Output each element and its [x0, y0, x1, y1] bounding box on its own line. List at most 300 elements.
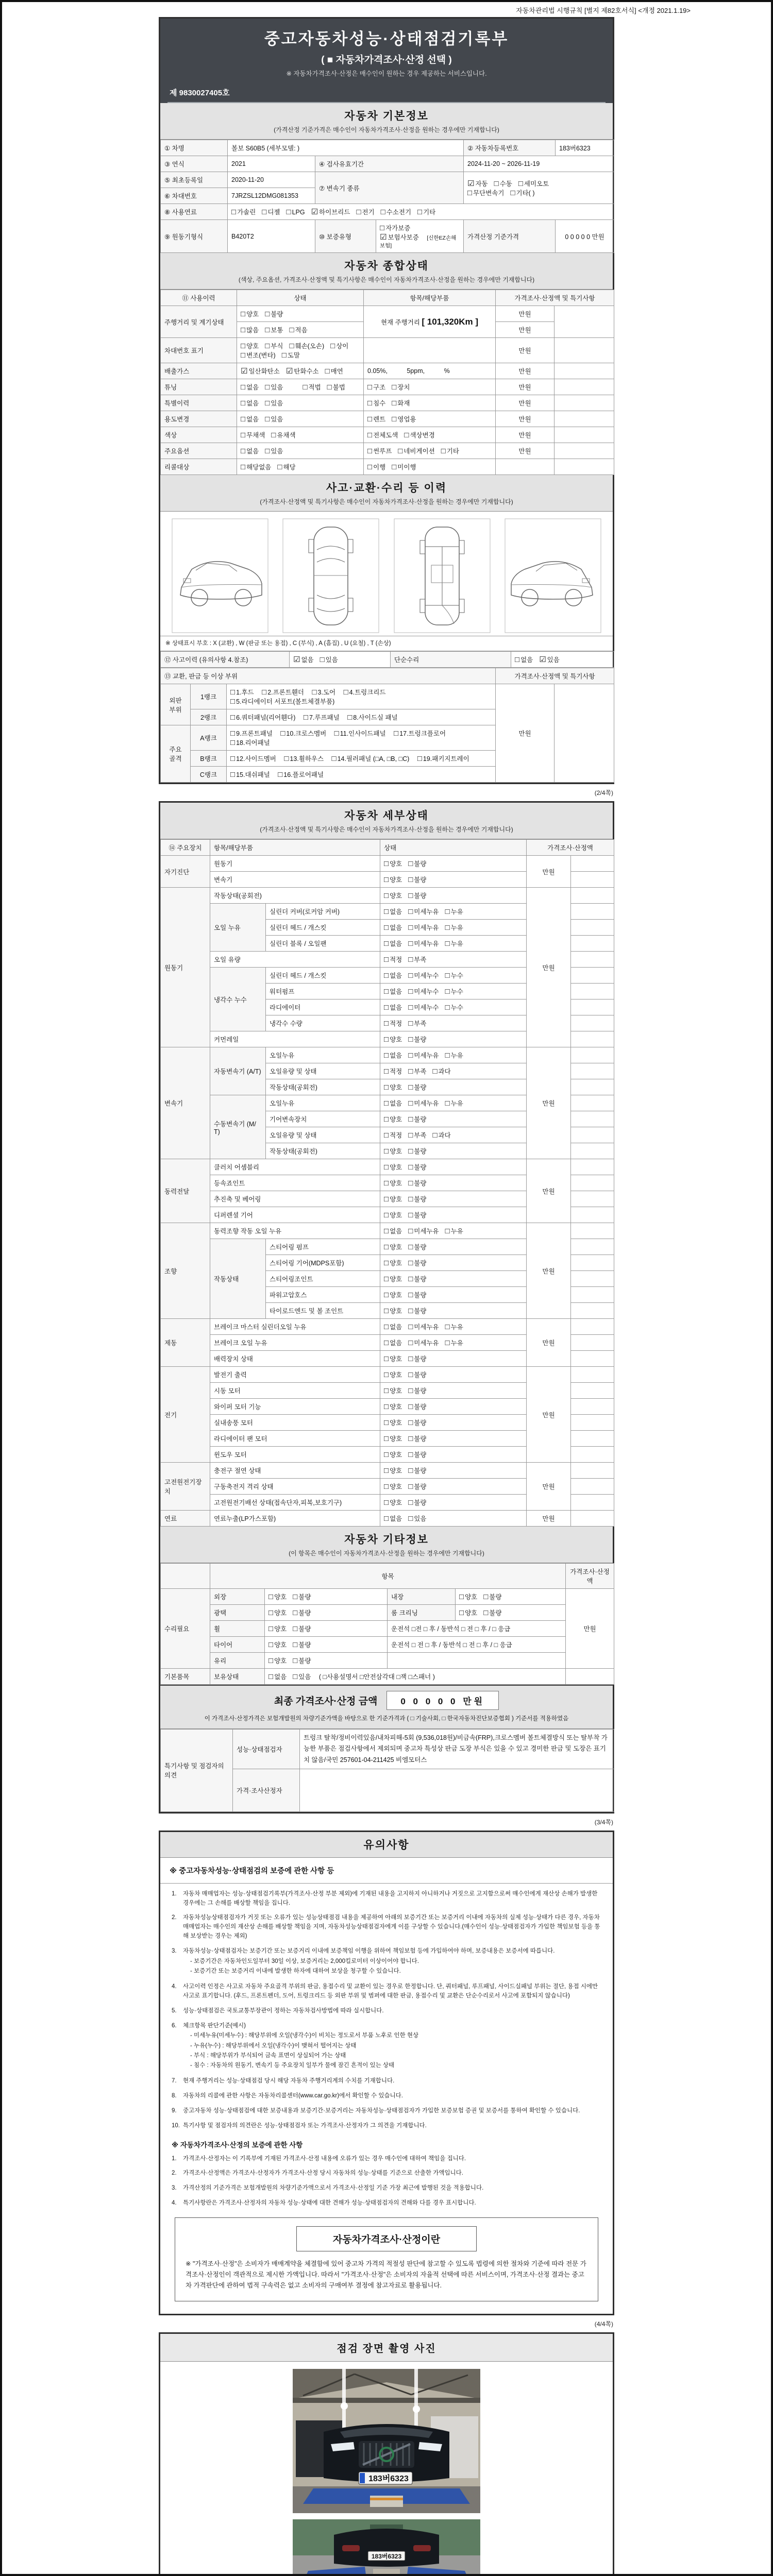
checkbox-icon[interactable]: □ — [384, 955, 389, 964]
checkbox-icon[interactable]: □ — [384, 1338, 389, 1347]
checkbox-transmission[interactable] — [494, 179, 512, 188]
checkbox-detail-state[interactable] — [432, 1066, 450, 1076]
checkbox-detail-state[interactable] — [408, 1082, 426, 1092]
checkbox-icon[interactable]: □ — [445, 923, 450, 932]
checkbox-icon[interactable]: □ — [408, 1434, 413, 1443]
checkbox-detail-state[interactable] — [384, 1066, 402, 1076]
checkbox-detail-state[interactable] — [408, 1130, 426, 1140]
checkbox-icon[interactable]: ☑ — [539, 655, 546, 664]
checkbox-icon[interactable]: □ — [467, 188, 473, 197]
checkbox-detail-state[interactable] — [408, 1114, 426, 1124]
checkbox-icon[interactable]: □ — [268, 1640, 274, 1649]
checkbox-icon[interactable]: □ — [271, 431, 276, 439]
checkbox-detail-state[interactable] — [384, 1003, 402, 1012]
checkbox-icon[interactable]: □ — [384, 1498, 389, 1507]
checkbox-repair[interactable] — [293, 1592, 311, 1601]
checkbox-mileage-level[interactable] — [265, 325, 283, 334]
checkbox-item[interactable] — [392, 382, 410, 392]
checkbox-icon[interactable]: □ — [384, 923, 389, 932]
checkbox-icon[interactable]: □ — [408, 987, 413, 996]
checkbox-icon[interactable]: □ — [445, 1051, 450, 1060]
checkbox-icon[interactable]: □ — [262, 208, 267, 216]
checkbox-icon[interactable]: □ — [384, 1307, 389, 1315]
checkbox-repair[interactable] — [293, 1640, 311, 1649]
checkbox-state[interactable] — [303, 382, 321, 392]
checkbox-detail-state[interactable] — [408, 1242, 426, 1251]
checkbox-repair[interactable] — [293, 1656, 311, 1665]
checkbox-icon[interactable]: □ — [384, 1227, 389, 1235]
checkbox-mileage-level[interactable] — [289, 325, 307, 334]
checkbox-detail-state[interactable] — [408, 1466, 426, 1475]
checkbox-icon[interactable]: □ — [367, 447, 373, 455]
checkbox-detail-state[interactable] — [408, 1450, 426, 1459]
checkbox-icon[interactable]: □ — [408, 1498, 413, 1507]
checkbox-fuel[interactable] — [262, 207, 280, 216]
checkbox-icon[interactable]: □ — [445, 1227, 450, 1235]
checkbox-detail-state[interactable] — [408, 1035, 426, 1044]
checkbox-detail-state[interactable] — [384, 1354, 402, 1363]
checkbox-detail-state[interactable] — [408, 1194, 426, 1204]
checkbox-part[interactable]: □ 8.사이드실 패널 — [347, 713, 398, 722]
checkbox-state[interactable] — [241, 350, 276, 360]
checkbox-part[interactable]: □ 14.필러패널 (□A, □B, □C) — [331, 754, 410, 763]
checkbox-detail-state[interactable] — [384, 1242, 402, 1251]
checkbox-detail-state[interactable] — [384, 1418, 402, 1427]
checkbox-icon[interactable]: □ — [408, 955, 413, 964]
checkbox-icon[interactable]: □ — [367, 415, 373, 423]
checkbox-icon[interactable]: □ — [392, 383, 397, 392]
checkbox-icon[interactable]: □ — [408, 1083, 413, 1092]
checkbox-icon[interactable]: □ — [445, 939, 450, 948]
checkbox-icon[interactable]: □ — [445, 1323, 450, 1331]
checkbox-detail-state[interactable] — [408, 1370, 426, 1379]
checkbox-repair[interactable] — [268, 1592, 287, 1601]
checkbox-icon[interactable]: □ — [392, 415, 397, 423]
checkbox-detail-state[interactable] — [408, 987, 439, 996]
checkbox-icon[interactable]: □ — [384, 1402, 389, 1411]
checkbox-icon[interactable]: □ — [384, 1370, 389, 1379]
checkbox-repair[interactable] — [459, 1592, 477, 1601]
checkbox-repair[interactable] — [293, 1608, 311, 1617]
checkbox-detail-state[interactable] — [384, 1466, 402, 1475]
checkbox-mileage-state[interactable] — [265, 309, 283, 318]
checkbox-detail-state[interactable] — [384, 1050, 402, 1060]
checkbox-detail-state[interactable] — [408, 1482, 426, 1491]
checkbox-icon[interactable]: □ — [241, 447, 246, 455]
checkbox-icon[interactable]: □ — [384, 1259, 389, 1267]
checkbox-detail-state[interactable] — [384, 1194, 402, 1204]
checkbox-detail-state[interactable] — [408, 1003, 439, 1012]
checkbox-icon[interactable]: ☑ — [380, 233, 387, 242]
checkbox-icon[interactable]: □ — [265, 415, 270, 423]
checkbox-icon[interactable]: □ — [384, 1514, 389, 1523]
checkbox-icon[interactable]: □ — [398, 447, 403, 455]
checkbox-icon[interactable]: □ — [384, 1003, 389, 1012]
checkbox-detail-state[interactable] — [408, 1386, 426, 1395]
checkbox-icon[interactable]: □ — [518, 179, 523, 188]
checkbox-icon[interactable]: □ — [384, 875, 389, 884]
checkbox-detail-state[interactable] — [384, 907, 402, 916]
checkbox-icon[interactable]: □ — [445, 1338, 450, 1347]
checkbox-state[interactable] — [241, 398, 259, 408]
checkbox-detail-state[interactable] — [384, 955, 402, 964]
checkbox-item[interactable] — [398, 446, 434, 455]
checkbox-icon[interactable]: □ — [408, 1482, 413, 1491]
checkbox-detail-state[interactable] — [408, 859, 426, 868]
checkbox-icon[interactable]: □ — [268, 1672, 274, 1681]
checkbox-state[interactable] — [241, 382, 259, 392]
checkbox-item[interactable] — [367, 398, 385, 408]
checkbox-repair[interactable] — [459, 1608, 477, 1617]
checkbox-icon[interactable]: □ — [330, 342, 335, 350]
checkbox-icon[interactable]: □ — [268, 1592, 274, 1601]
checkbox-detail-state[interactable] — [384, 1338, 402, 1347]
checkbox-detail-state[interactable] — [408, 1019, 426, 1028]
checkbox-icon[interactable]: □ — [293, 1672, 298, 1681]
checkbox-detail-state[interactable] — [408, 1322, 439, 1331]
checkbox-state[interactable] — [277, 462, 295, 471]
checkbox-icon[interactable]: □ — [404, 431, 409, 439]
checkbox-icon[interactable]: □ — [265, 342, 270, 350]
checkbox-repair[interactable] — [268, 1624, 287, 1633]
checkbox-detail-state[interactable] — [384, 1498, 402, 1507]
checkbox-icon[interactable]: ☑ — [467, 179, 475, 188]
checkbox-icon[interactable]: □ — [408, 1291, 413, 1299]
checkbox-accident[interactable] — [320, 655, 338, 664]
checkbox-icon[interactable]: □ — [384, 1083, 389, 1092]
checkbox-icon[interactable]: □ — [408, 1402, 413, 1411]
checkbox-detail-state[interactable] — [445, 987, 463, 996]
checkbox-icon[interactable]: □ — [392, 463, 397, 471]
checkbox-state[interactable] — [265, 398, 283, 408]
checkbox-icon[interactable]: □ — [320, 655, 325, 664]
checkbox-icon[interactable]: □ — [367, 399, 373, 408]
checkbox-detail-state[interactable] — [384, 859, 402, 868]
checkbox-state[interactable] — [271, 430, 295, 439]
checkbox-detail-state[interactable] — [408, 1354, 426, 1363]
checkbox-detail-state[interactable] — [445, 1003, 463, 1012]
checkbox-part[interactable]: □ 5.라디에이터 서포트(볼트체결부품) — [230, 697, 335, 706]
checkbox-icon[interactable]: □ — [241, 399, 246, 408]
checkbox-repair[interactable] — [268, 1608, 287, 1617]
checkbox-icon[interactable]: □ — [445, 907, 450, 916]
checkbox-icon[interactable]: □ — [293, 1592, 298, 1601]
checkbox-icon[interactable]: □ — [384, 859, 389, 868]
checkbox-detail-state[interactable] — [384, 923, 402, 932]
checkbox-detail-state[interactable] — [408, 1226, 439, 1235]
checkbox-simple-repair[interactable] — [515, 655, 533, 664]
checkbox-icon[interactable]: □ — [408, 1035, 413, 1044]
checkbox-icon[interactable]: □ — [483, 1608, 489, 1617]
checkbox-icon[interactable]: □ — [384, 1418, 389, 1427]
checkbox-state[interactable] — [241, 430, 265, 439]
checkbox-icon[interactable]: □ — [384, 1035, 389, 1044]
checkbox-icon[interactable]: □ — [289, 326, 294, 334]
checkbox-detail-state[interactable] — [408, 1210, 426, 1219]
checkbox-icon[interactable]: □ — [367, 431, 373, 439]
checkbox-item[interactable] — [367, 430, 398, 439]
checkbox-icon[interactable]: □ — [445, 1003, 450, 1012]
checkbox-detail-state[interactable] — [384, 1035, 402, 1044]
checkbox-detail-state[interactable] — [408, 1178, 426, 1188]
checkbox-icon[interactable]: □ — [459, 1592, 464, 1601]
checkbox-icon[interactable]: □ — [384, 1019, 389, 1028]
checkbox-icon[interactable]: □ — [325, 367, 330, 376]
checkbox-icon[interactable]: □ — [408, 1131, 413, 1140]
checkbox-detail-state[interactable] — [384, 1482, 402, 1491]
checkbox-detail-state[interactable] — [408, 875, 426, 884]
checkbox-part[interactable]: □ 4.트렁크리드 — [343, 688, 386, 697]
checkbox-detail-state[interactable] — [408, 1498, 426, 1507]
checkbox-icon[interactable]: □ — [408, 1099, 413, 1108]
checkbox-icon[interactable]: ☑ — [311, 208, 318, 216]
checkbox-part[interactable]: □ 17.트렁크플로어 — [394, 729, 446, 738]
checkbox-mileage-level[interactable] — [241, 325, 259, 334]
checkbox-icon[interactable]: ☑ — [241, 367, 248, 376]
checkbox-detail-state[interactable] — [384, 1210, 402, 1219]
checkbox-icon[interactable]: □ — [384, 907, 389, 916]
checkbox-detail-state[interactable] — [408, 1402, 426, 1411]
checkbox-icon[interactable]: □ — [265, 310, 270, 318]
checkbox-icon[interactable]: □ — [241, 342, 246, 350]
checkbox-detail-state[interactable] — [445, 1098, 463, 1108]
checkbox-detail-state[interactable] — [445, 1322, 463, 1331]
checkbox-icon[interactable]: □ — [231, 208, 237, 216]
checkbox-icon[interactable]: ☑ — [285, 367, 293, 376]
checkbox-detail-state[interactable] — [445, 923, 463, 932]
checkbox-part[interactable]: □ 13.휠하우스 — [284, 754, 324, 763]
checkbox-part[interactable]: □ 2.프론트휀더 — [262, 688, 304, 697]
checkbox-detail-state[interactable] — [384, 1226, 402, 1235]
checkbox-detail-state[interactable] — [384, 891, 402, 900]
checkbox-state[interactable] — [282, 350, 300, 360]
checkbox-repair[interactable] — [268, 1640, 287, 1649]
checkbox-icon[interactable]: □ — [510, 188, 515, 197]
checkbox-icon[interactable]: □ — [384, 1354, 389, 1363]
checkbox-icon[interactable]: □ — [408, 891, 413, 900]
checkbox-detail-state[interactable] — [384, 1450, 402, 1459]
checkbox-icon[interactable]: □ — [289, 342, 294, 350]
checkbox-icon[interactable]: □ — [384, 1466, 389, 1475]
checkbox-detail-state[interactable] — [408, 939, 439, 948]
checkbox-icon[interactable]: □ — [268, 1608, 274, 1617]
checkbox-transmission[interactable] — [467, 188, 504, 197]
checkbox-icon[interactable]: □ — [327, 383, 332, 392]
checkbox-icon[interactable]: □ — [384, 1386, 389, 1395]
checkbox-detail-state[interactable] — [384, 1082, 402, 1092]
checkbox-icon[interactable]: □ — [408, 1307, 413, 1315]
checkbox-detail-state[interactable] — [445, 1226, 463, 1235]
checkbox-mileage-state[interactable] — [241, 309, 259, 318]
checkbox-detail-state[interactable] — [384, 1434, 402, 1443]
checkbox-icon[interactable]: □ — [392, 399, 397, 408]
checkbox-detail-state[interactable] — [408, 1050, 439, 1060]
checkbox-detail-state[interactable] — [408, 1306, 426, 1315]
checkbox-icon[interactable]: □ — [408, 859, 413, 868]
checkbox-icon[interactable]: □ — [445, 987, 450, 996]
checkbox-icon[interactable]: □ — [380, 208, 385, 216]
checkbox-part[interactable]: □ 6.쿼터패널(리어휀다) — [230, 713, 296, 722]
checkbox-warranty[interactable] — [380, 232, 419, 242]
checkbox-part[interactable]: □ 12.사이드멤버 — [230, 754, 276, 763]
checkbox-detail-state[interactable] — [445, 971, 463, 980]
checkbox-icon[interactable]: □ — [277, 463, 282, 471]
checkbox-detail-state[interactable] — [408, 1274, 426, 1283]
checkbox-icon[interactable]: □ — [408, 907, 413, 916]
checkbox-icon[interactable]: □ — [241, 310, 246, 318]
checkbox-detail-state[interactable] — [384, 1386, 402, 1395]
checkbox-detail-state[interactable] — [408, 891, 426, 900]
checkbox-item[interactable] — [392, 462, 416, 471]
checkbox-icon[interactable]: □ — [408, 1466, 413, 1475]
checkbox-detail-state[interactable] — [408, 1514, 426, 1523]
checkbox-icon[interactable]: □ — [268, 1624, 274, 1633]
checkbox-transmission[interactable] — [467, 179, 488, 188]
checkbox-warranty[interactable] — [380, 223, 410, 232]
checkbox-icon[interactable]: □ — [417, 208, 423, 216]
checkbox-detail-state[interactable] — [408, 1434, 426, 1443]
checkbox-detail-state[interactable] — [384, 987, 402, 996]
checkbox-icon[interactable]: □ — [445, 1099, 450, 1108]
checkbox-icon[interactable]: □ — [265, 383, 270, 392]
checkbox-detail-state[interactable] — [384, 1019, 402, 1028]
checkbox-accident[interactable] — [293, 655, 314, 664]
checkbox-icon[interactable]: □ — [293, 1608, 298, 1617]
checkbox-fuel[interactable] — [356, 207, 374, 216]
checkbox-item[interactable] — [367, 446, 392, 455]
checkbox-icon[interactable]: □ — [408, 971, 413, 980]
checkbox-icon[interactable]: □ — [432, 1131, 438, 1140]
checkbox-icon[interactable]: □ — [356, 208, 361, 216]
checkbox-icon[interactable]: □ — [408, 1195, 413, 1204]
checkbox-detail-state[interactable] — [445, 1338, 463, 1347]
checkbox-icon[interactable]: □ — [408, 1259, 413, 1267]
checkbox-detail-state[interactable] — [384, 1306, 402, 1315]
checkbox-icon[interactable]: □ — [384, 1115, 389, 1124]
checkbox-icon[interactable]: □ — [408, 1211, 413, 1219]
checkbox-part[interactable]: □ 9.프론트패널 — [230, 729, 273, 738]
checkbox-fuel[interactable] — [287, 208, 305, 216]
checkbox-icon[interactable]: □ — [408, 1275, 413, 1283]
checkbox-icon[interactable]: □ — [408, 875, 413, 884]
checkbox-detail-state[interactable] — [408, 971, 439, 980]
checkbox-icon[interactable]: □ — [408, 1514, 413, 1523]
checkbox-part[interactable]: □ 10.크로스멤버 — [280, 729, 327, 738]
checkbox-state[interactable] — [265, 341, 283, 350]
checkbox-detail-state[interactable] — [408, 1258, 426, 1267]
checkbox-detail-state[interactable] — [445, 939, 463, 948]
checkbox-icon[interactable]: □ — [384, 939, 389, 948]
checkbox-icon[interactable]: □ — [408, 1338, 413, 1347]
checkbox-icon[interactable]: □ — [483, 1592, 489, 1601]
checkbox-fuel[interactable] — [417, 207, 435, 216]
checkbox-simple-repair[interactable] — [539, 655, 560, 664]
checkbox-transmission[interactable] — [510, 188, 534, 197]
checkbox-icon[interactable]: □ — [303, 383, 308, 392]
checkbox-detail-state[interactable] — [445, 907, 463, 916]
checkbox-state[interactable] — [330, 341, 348, 350]
checkbox-item[interactable] — [367, 462, 385, 471]
checkbox-part[interactable]: □ 3.도어 — [312, 688, 336, 697]
checkbox-detail-state[interactable] — [384, 1274, 402, 1283]
checkbox-item[interactable] — [392, 414, 416, 423]
checkbox-item[interactable] — [367, 414, 385, 423]
checkbox-icon[interactable]: □ — [408, 939, 413, 948]
checkbox-icon[interactable]: □ — [408, 1067, 413, 1076]
checkbox-icon[interactable]: □ — [384, 1434, 389, 1443]
checkbox-detail-state[interactable] — [408, 907, 439, 916]
checkbox-fuel[interactable] — [381, 207, 411, 216]
checkbox-icon[interactable]: □ — [408, 1323, 413, 1331]
checkbox-state[interactable] — [265, 382, 283, 392]
checkbox-detail-state[interactable] — [384, 1130, 402, 1140]
checkbox-icon[interactable]: □ — [384, 1147, 389, 1156]
checkbox-detail-state[interactable] — [384, 971, 402, 980]
checkbox-item[interactable] — [367, 382, 385, 392]
checkbox-icon[interactable]: □ — [408, 1115, 413, 1124]
checkbox-icon[interactable]: □ — [293, 1656, 298, 1665]
checkbox-icon[interactable]: □ — [384, 1099, 389, 1108]
checkbox-icon[interactable]: □ — [408, 1003, 413, 1012]
checkbox-part[interactable]: □ 18.리어패널 — [230, 738, 270, 747]
checkbox-icon[interactable]: □ — [432, 1067, 438, 1076]
checkbox-state[interactable] — [265, 446, 283, 455]
checkbox-icon[interactable]: □ — [384, 1275, 389, 1283]
checkbox-item[interactable] — [441, 446, 459, 455]
checkbox-repair[interactable] — [483, 1592, 501, 1601]
checkbox-detail-state[interactable] — [384, 1178, 402, 1188]
checkbox-icon[interactable]: □ — [408, 1386, 413, 1395]
checkbox-icon[interactable]: □ — [459, 1608, 464, 1617]
checkbox-icon[interactable]: □ — [241, 351, 246, 360]
checkbox-icon[interactable]: □ — [384, 1323, 389, 1331]
checkbox-icon[interactable]: □ — [445, 971, 450, 980]
checkbox-detail-state[interactable] — [408, 1290, 426, 1299]
checkbox-icon[interactable]: □ — [384, 987, 389, 996]
checkbox-part[interactable]: □ 16.플로어패널 — [278, 770, 324, 779]
checkbox-icon[interactable]: □ — [384, 1051, 389, 1060]
checkbox-icon[interactable]: □ — [408, 1147, 413, 1156]
checkbox-icon[interactable]: □ — [241, 431, 246, 439]
checkbox-part[interactable]: □ 11.인사이드패널 — [334, 729, 386, 738]
checkbox-state[interactable] — [286, 366, 319, 376]
checkbox-item[interactable] — [392, 398, 410, 408]
checkbox-possession[interactable] — [268, 1672, 287, 1681]
checkbox-state[interactable] — [241, 366, 280, 376]
checkbox-state[interactable] — [325, 366, 343, 376]
checkbox-icon[interactable]: □ — [384, 1243, 389, 1251]
checkbox-detail-state[interactable] — [384, 1514, 402, 1523]
checkbox-detail-state[interactable] — [384, 875, 402, 884]
checkbox-state[interactable] — [241, 462, 271, 471]
checkbox-state[interactable] — [241, 414, 259, 423]
checkbox-icon[interactable]: □ — [241, 463, 246, 471]
checkbox-detail-state[interactable] — [384, 939, 402, 948]
checkbox-icon[interactable]: □ — [241, 383, 246, 392]
checkbox-icon[interactable]: □ — [408, 1418, 413, 1427]
checkbox-fuel[interactable] — [311, 207, 350, 216]
checkbox-detail-state[interactable] — [384, 1370, 402, 1379]
checkbox-part[interactable]: □ 19.패키지트레이 — [417, 754, 469, 763]
checkbox-icon[interactable]: □ — [408, 1163, 413, 1172]
checkbox-icon[interactable]: □ — [384, 891, 389, 900]
checkbox-icon[interactable]: □ — [408, 1354, 413, 1363]
checkbox-detail-state[interactable] — [384, 1322, 402, 1331]
checkbox-icon[interactable]: □ — [408, 1370, 413, 1379]
checkbox-icon[interactable]: □ — [265, 399, 270, 408]
checkbox-detail-state[interactable] — [408, 1338, 439, 1347]
checkbox-icon[interactable]: □ — [408, 1019, 413, 1028]
